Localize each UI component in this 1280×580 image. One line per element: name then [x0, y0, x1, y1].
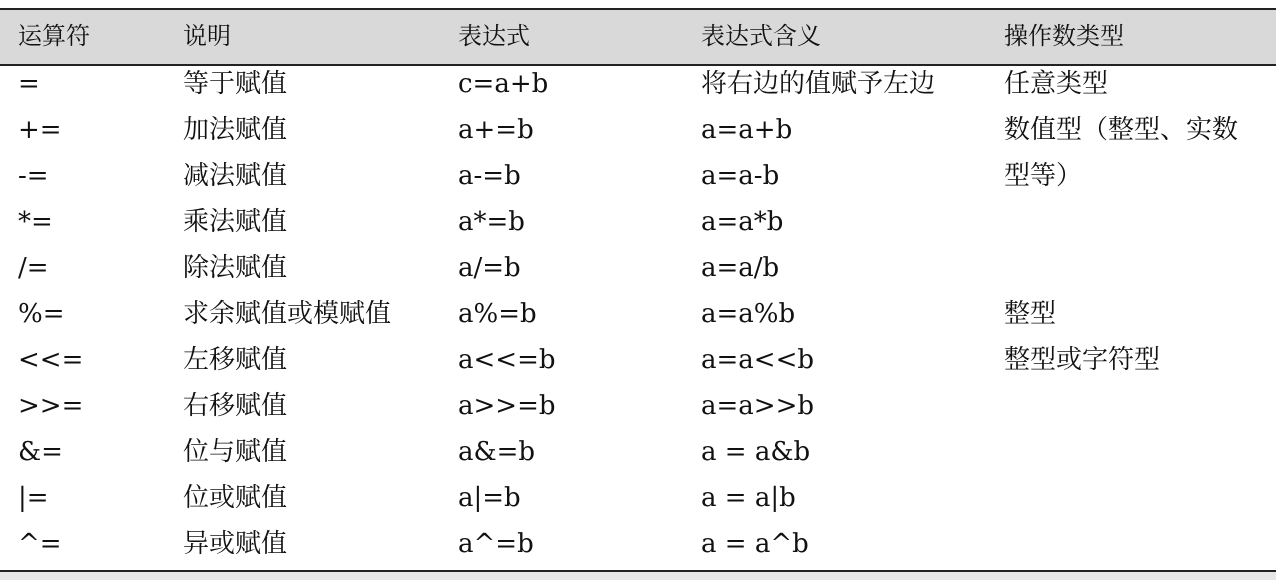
- row-6-expression: a%=b: [458, 299, 537, 329]
- row-4-meaning: a=a*b: [701, 207, 784, 237]
- row-9-operator: &=: [18, 437, 63, 467]
- row-11-meaning: a = a^b: [701, 529, 809, 559]
- row-4-expression: a*=b: [458, 207, 525, 237]
- row-3-expression: a-=b: [458, 161, 521, 191]
- header-description: 说明: [183, 22, 231, 50]
- row-6-type: 整型: [1004, 299, 1057, 329]
- header-expression-meaning: 表达式含义: [701, 22, 821, 50]
- row-2-description: 加法赋值: [183, 115, 288, 145]
- row-9-description: 位与赋值: [183, 437, 288, 467]
- row-4-operator: *=: [18, 207, 53, 237]
- row-5-description: 除法赋值: [183, 253, 288, 283]
- header-operator: 运算符: [18, 22, 90, 50]
- row-3-meaning: a=a-b: [701, 161, 780, 191]
- row-2-type-continuation: 型等）: [1004, 161, 1083, 191]
- row-8-expression: a>>=b: [458, 391, 556, 421]
- row-7-meaning: a=a<<b: [701, 345, 815, 375]
- row-3-description: 减法赋值: [183, 161, 288, 191]
- row-8-operator: >>=: [18, 391, 84, 421]
- row-5-operator: /=: [18, 253, 49, 283]
- row-1-operator: =: [18, 69, 40, 99]
- row-5-meaning: a=a/b: [701, 253, 780, 283]
- row-11-operator: ^=: [18, 529, 62, 559]
- row-7-expression: a<<=b: [458, 345, 556, 375]
- row-1-description: 等于赋值: [183, 69, 288, 99]
- row-10-meaning: a = a|b: [701, 483, 796, 513]
- row-4-description: 乘法赋值: [183, 207, 288, 237]
- row-2-operator: +=: [18, 115, 62, 145]
- header-operand-type: 操作数类型: [1004, 22, 1124, 50]
- row-3-operator: -=: [18, 161, 49, 191]
- table-bottom-band: [0, 572, 1276, 580]
- row-2-meaning: a=a+b: [701, 115, 793, 145]
- row-1-expression: c=a+b: [458, 69, 549, 99]
- row-2-type: 数值型（整型、实数: [1004, 115, 1239, 145]
- row-7-operator: <<=: [18, 345, 84, 375]
- row-10-operator: |=: [18, 483, 49, 513]
- row-11-expression: a^=b: [458, 529, 534, 559]
- row-8-meaning: a=a>>b: [701, 391, 815, 421]
- row-1-type: 任意类型: [1004, 69, 1109, 99]
- row-6-meaning: a=a%b: [701, 299, 796, 329]
- row-6-operator: %=: [18, 299, 65, 329]
- row-11-description: 异或赋值: [183, 529, 288, 559]
- row-7-type: 整型或字符型: [1004, 345, 1161, 375]
- header-expression: 表达式: [458, 22, 530, 50]
- row-7-description: 左移赋值: [183, 345, 288, 375]
- row-10-expression: a|=b: [458, 483, 521, 513]
- table-header-rule: [0, 64, 1276, 66]
- row-5-expression: a/=b: [458, 253, 521, 283]
- row-9-expression: a&=b: [458, 437, 536, 467]
- row-2-expression: a+=b: [458, 115, 534, 145]
- row-6-description: 求余赋值或模赋值: [183, 299, 392, 329]
- row-10-description: 位或赋值: [183, 483, 288, 513]
- row-1-meaning: 将右边的值赋予左边: [701, 69, 936, 99]
- row-8-description: 右移赋值: [183, 391, 288, 421]
- row-9-meaning: a = a&b: [701, 437, 811, 467]
